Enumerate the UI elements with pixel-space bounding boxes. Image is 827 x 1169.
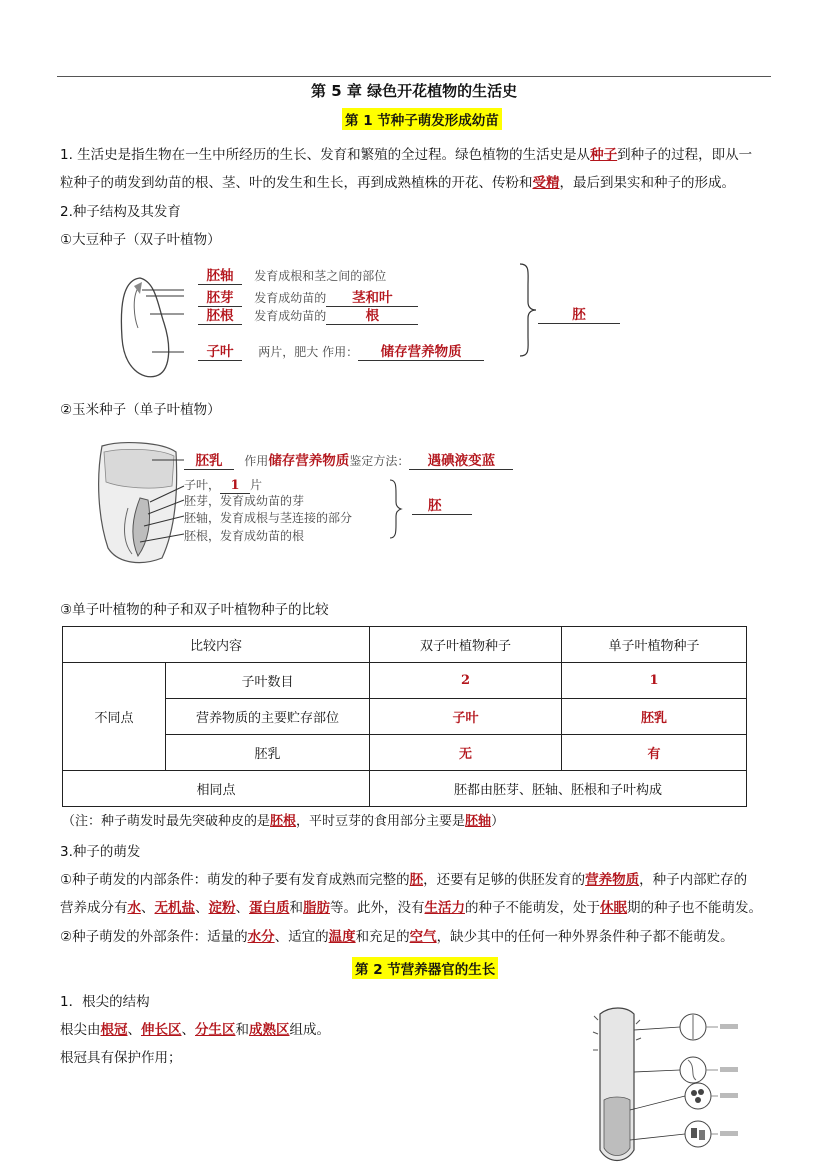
same-text: 胚都由胚芽、胚轴、胚根和子叶构成 [370, 771, 747, 807]
soybean-row-plumule: 胚芽 发育成幼苗的 茎和叶 [198, 286, 418, 307]
comparison-table [62, 626, 747, 807]
section1-title: 第 1 节种子萌发形成幼苗 [342, 108, 502, 130]
corn-brace [386, 478, 404, 540]
root-tip-illustration [590, 1000, 770, 1165]
paragraph-1-line2: 粒种子的萌发到幼苗的根、茎、叶的发生和生长，再到成熟植株的开花、传粉和受精，最后到果实和种子的形成。 [60, 175, 735, 191]
chapter-title: 第 5 章 绿色开花植物的生活史 [311, 82, 518, 100]
diff-label: 不同点 [63, 663, 166, 771]
answer-seed: 种子 [590, 147, 618, 163]
corn-row-plumule: 胚芽，发育成幼苗的芽 [184, 494, 305, 508]
germination-line1: ①种子萌发的内部条件：萌发的种子要有发育成熟而完整的胚，还要有足够的供胚发育的营养物质，种子内部贮存的 [60, 872, 748, 888]
corn-row-cotyledon: 子叶， 1 片 [184, 478, 263, 493]
answer-endosperm: 胚乳 [184, 449, 234, 470]
answer-store-nutrients-corn: 储存营养物质 [268, 453, 350, 469]
root-tip-heading: 1．根尖的结构 [60, 994, 150, 1010]
section2-title: 第 2 节营养器官的生长 [352, 957, 498, 979]
corn-row-hypocotyl: 胚轴，发育成根与茎连接的部分 [184, 511, 353, 525]
header-rule [57, 76, 771, 77]
root-tip-line2: 根冠具有保护作用； [60, 1050, 182, 1066]
table-row [63, 627, 747, 663]
soybean-group [538, 303, 620, 324]
answer-store-nutrients: 储存营养物质 [358, 340, 484, 361]
answer-embryo: 胚 [538, 303, 620, 324]
row-item: 营养物质的主要贮存部位 [166, 699, 370, 735]
corn-row-endosperm: 胚乳 作用储存营养物质鉴定方法： 遇碘液变蓝 [184, 449, 513, 470]
note-line: （注：种子萌发时最先突破种皮的是胚根，平时豆芽的食用部分主要是胚轴） [62, 814, 505, 829]
soybean-row-cotyledon: 子叶 两片，肥大 作用： 储存营养物质 [198, 340, 484, 361]
root-tip-line1: 根尖由根冠、伸长区、分生区和成熟区组成。 [60, 1022, 330, 1038]
answer-hypocotyl-sprout: 胚轴 [465, 814, 492, 829]
answer-hypocotyl: 胚轴 [198, 264, 242, 285]
answer-plumule: 胚芽 [198, 286, 242, 307]
header-dicot: 双子叶植物种子 [370, 627, 562, 663]
soybean-seed-illustration [112, 268, 202, 384]
item-2-heading: 2.种子结构及其发育 [60, 204, 181, 220]
germination-title: 3.种子的萌发 [60, 844, 141, 860]
table-row [63, 735, 747, 771]
row-dicot: 2 [370, 663, 562, 699]
soybean-heading: ①大豆种子（双子叶植物） [60, 232, 221, 248]
germination-line3: ②种子萌发的外部条件：适量的水分、适宜的温度和充足的空气，缺少其中的任何一种外界条件种子都不能萌发。 [60, 929, 734, 945]
compare-heading: ③单子叶植物的种子和双子叶植物种子的比较 [60, 602, 329, 618]
answer-iodine-test: 遇碘液变蓝 [409, 449, 513, 470]
answer-embryo-corn: 胚 [412, 494, 472, 515]
answer-fertilization: 受精 [532, 175, 560, 191]
table-row [63, 699, 747, 735]
row-monocot: 1 [562, 663, 747, 699]
table-row [63, 771, 747, 807]
answer-stem-leaf: 茎和叶 [326, 286, 418, 307]
answer-cotyledon-count: 1 [220, 478, 250, 494]
corn-row-radicle: 胚根，发育成幼苗的根 [184, 529, 305, 543]
germination-line2: 营养成分有水、无机盐、淀粉、蛋白质和脂肪等。此外，没有生活力的种子不能萌发，处于休眠期的种子也不能萌发。 [60, 900, 762, 916]
answer-radicle-first: 胚根 [270, 814, 297, 829]
header-monocot: 单子叶植物种子 [562, 627, 747, 663]
paragraph-1-line1: 1. 生活史是指生物在一生中所经历的生长、发育和繁殖的全过程。绿色植物的生活史是从种子到种子的过程，即从一 [60, 147, 753, 163]
same-label: 相同点 [63, 771, 370, 807]
table-row [63, 663, 747, 699]
soybean-brace [516, 262, 540, 358]
soybean-row-hypocotyl: 胚轴 发育成根和茎之间的部位 [198, 264, 386, 285]
soybean-row-radicle: 胚根 发育成幼苗的 根 [198, 304, 418, 325]
corn-heading: ②玉米种子（单子叶植物） [60, 402, 221, 418]
answer-radicle: 胚根 [198, 304, 242, 325]
row-monocot: 胚乳 [562, 699, 747, 735]
row-dicot: 无 [370, 735, 562, 771]
answer-cotyledon: 子叶 [198, 340, 242, 361]
row-item: 子叶数目 [166, 663, 370, 699]
row-dicot: 子叶 [370, 699, 562, 735]
row-monocot: 有 [562, 735, 747, 771]
answer-root: 根 [326, 304, 418, 325]
corn-seed-illustration [92, 438, 186, 568]
corn-group [412, 494, 472, 515]
header-item: 比较内容 [63, 627, 370, 663]
row-item: 胚乳 [166, 735, 370, 771]
